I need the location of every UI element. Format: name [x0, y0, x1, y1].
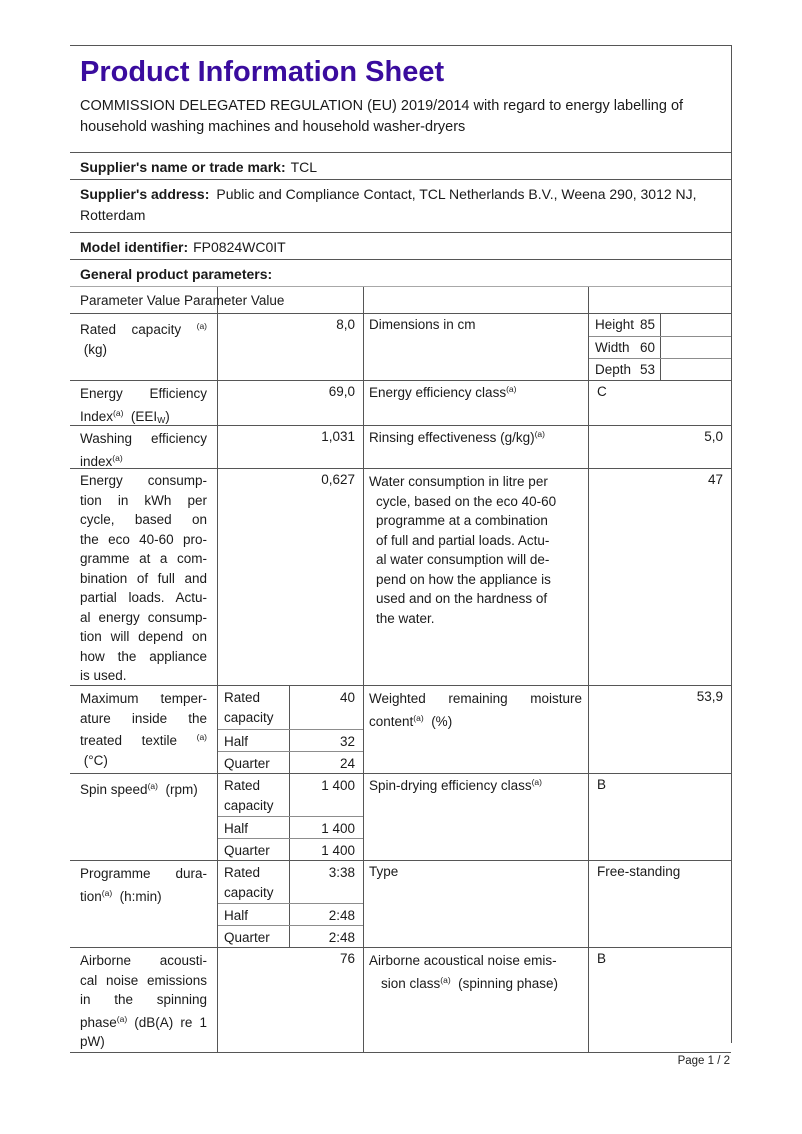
param-name: Energy consump- tion in kWh per cycle, based on the eco 40-60 pro- gramme at a com- bination of full and partial loads. Actu- al energy consump- tion will depend on how the appliance is used.	[80, 473, 207, 683]
param-name: Airborne acousti- cal noise emissions in the spinning phase$^{(a)}$ (dB(A) re 1 pW)	[80, 953, 207, 1049]
param-value-2: C	[588, 381, 731, 425]
table-column-header-row	[70, 287, 731, 314]
param-value: 69,0	[217, 381, 363, 425]
sub-row	[218, 816, 363, 838]
sub-label: Rated capacity	[218, 861, 290, 903]
param-value-group	[217, 774, 363, 860]
sub-label: Half	[218, 904, 290, 925]
model-identifier-value: FP0824WC0IT	[193, 239, 286, 255]
dimension-value: 85	[639, 317, 655, 332]
param-name-2: Weighted remaining moisture content$^{(a)}$ (%)	[363, 686, 588, 773]
sub-row	[218, 861, 363, 903]
regulation-subtitle: COMMISSION DELEGATED REGULATION (EU) 2019/2014 with regard to energy labelling of household washing machines and household washer-dryers	[80, 98, 684, 135]
product-information-sheet	[70, 45, 732, 1049]
param-name-2: Dimensions in cm	[363, 314, 588, 380]
sub-row	[218, 729, 363, 751]
table-row-energy-efficiency-index	[70, 381, 731, 426]
dimension-empty-cell	[661, 359, 731, 380]
sub-label: Quarter	[218, 752, 290, 773]
supplier-name-row	[70, 153, 731, 180]
table-row-washing-efficiency	[70, 426, 731, 469]
table-row-maximum-temperature	[70, 686, 731, 774]
sub-row	[218, 838, 363, 860]
param-name-2: Rinsing effectiveness $(g/kg)^{(a)}$	[363, 426, 588, 468]
sub-value: 1 400	[321, 821, 355, 836]
param-name-2: Airborne acoustical noise emis- sion class$^{(a)}$ (spinning phase)	[363, 948, 588, 1052]
sub-label: Quarter	[218, 926, 290, 947]
sub-label: Half	[218, 730, 290, 751]
param-name-2: Spin-drying efficiency class$^{(a)}$	[363, 774, 588, 860]
header-cell	[588, 287, 731, 313]
sub-value: 40	[339, 690, 355, 705]
sub-row	[218, 774, 363, 816]
dimension-label: Depth	[595, 362, 632, 377]
param-value: 0,627	[217, 469, 363, 685]
supplier-name-label: Supplier's name or trade mark:	[80, 159, 286, 175]
sub-value: 1 400	[321, 843, 355, 858]
sub-label: Quarter	[218, 839, 290, 860]
table-row-programme-duration	[70, 861, 731, 948]
sub-value: 2:48	[328, 930, 355, 945]
sub-row	[218, 686, 363, 729]
sub-value: 1 400	[321, 778, 355, 793]
table-column-header: Parameter Value Parameter Value	[80, 293, 285, 308]
param-value: 1,031	[217, 426, 363, 468]
dimension-label: Width	[595, 340, 630, 355]
header-cell	[363, 287, 588, 313]
sub-label: Rated capacity	[218, 686, 290, 729]
title-block	[70, 55, 731, 153]
param-value-2: B	[588, 774, 731, 860]
sub-value: 3:38	[328, 865, 355, 880]
param-value-2: 53,9	[588, 686, 731, 773]
supplier-name-value: TCL	[290, 159, 318, 175]
param-value-2: 47	[588, 469, 731, 685]
general-parameters-header-row	[70, 260, 731, 287]
param-name-2: Water consumption in litre per cycle, based on the eco 40-60 programme at a combination of full and partial loads. Actu- al water consumption will de- pend on how the appliance is used and on the hardness of the water.	[363, 469, 588, 685]
sub-row	[218, 903, 363, 925]
model-identifier-label: Model identifier:	[80, 239, 189, 255]
param-value-2: B	[588, 948, 731, 1052]
dimension-row	[589, 336, 731, 358]
dimension-value: 60	[639, 340, 655, 355]
param-name: Spin speed$^{(a)}$ (rpm)	[80, 781, 198, 797]
dimension-value: 53	[639, 362, 655, 377]
param-name: Washing efficiency index$^{(a)}$	[80, 431, 207, 469]
sub-row	[218, 925, 363, 947]
dimension-empty-cell	[661, 314, 731, 336]
param-value: 76	[217, 948, 363, 1052]
dimension-row	[589, 314, 731, 336]
param-name: Maximum temper- ature inside the treated textile $^{(a)}$ (°C)	[80, 691, 207, 768]
page-indicator: Page 1 / 2	[677, 1055, 730, 1067]
table-row-spin-speed	[70, 774, 731, 861]
sub-value: 32	[339, 734, 355, 749]
param-name-2: Type	[363, 861, 588, 947]
dimension-row	[589, 358, 731, 380]
supplier-address-value: Public and Compliance Contact, TCL Netherlands B.V., Weena 290, 3012 NJ, Rotterdam	[80, 186, 697, 223]
sub-value: 2:48	[328, 908, 355, 923]
param-name: Programme dura- tion$^{(a)}$ (h:min)	[80, 866, 207, 904]
supplier-address-label: Supplier's address:	[80, 186, 210, 202]
dimension-empty-cell	[661, 337, 731, 358]
param-value-2: 5,0	[588, 426, 731, 468]
sub-row	[218, 751, 363, 773]
param-value-2: Free-standing	[588, 861, 731, 947]
param-name: Energy Efficiency Index$^{(a)}$ $(EEI_W)$	[80, 386, 207, 425]
table-row-acoustical-noise	[70, 948, 731, 1053]
model-identifier-row	[70, 233, 731, 260]
sub-label: Rated capacity	[218, 774, 290, 816]
dimensions-list	[589, 314, 731, 380]
param-value-group	[217, 861, 363, 947]
param-name: Rated capacity $^{(a)}$ (kg)	[80, 321, 207, 357]
param-name-2: Energy efficiency class$^{(a)}$	[363, 381, 588, 425]
dimension-label: Height	[595, 317, 635, 332]
sub-label: Half	[218, 817, 290, 838]
general-parameters-label: General product parameters:	[80, 266, 273, 282]
sub-value: 24	[339, 756, 355, 771]
param-value-group	[217, 686, 363, 773]
param-value: 8,0	[217, 314, 363, 380]
table-row-rated-capacity	[70, 314, 731, 381]
supplier-address-row	[70, 180, 731, 233]
general-parameters-table	[70, 287, 731, 1053]
page-title: Product Information Sheet	[80, 56, 445, 88]
table-row-energy-consumption	[70, 469, 731, 686]
dimensions-cell	[588, 314, 731, 380]
